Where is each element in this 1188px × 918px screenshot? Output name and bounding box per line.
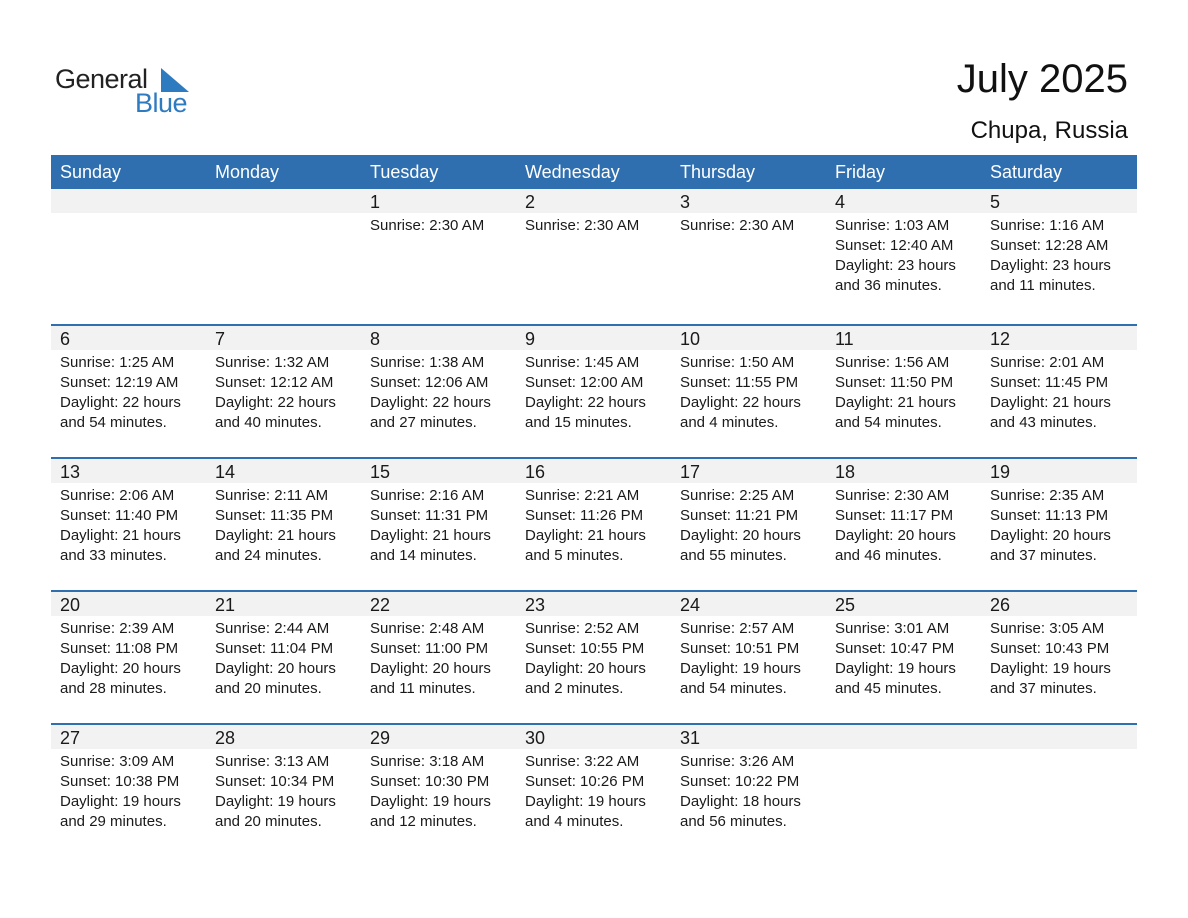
- sunrise-text: Sunrise: 3:05 AM: [990, 620, 1105, 637]
- weekday-wednesday: Wednesday: [525, 162, 620, 182]
- day-number: 7: [215, 329, 226, 349]
- daylight-hours-text: Daylight: 22 hours: [370, 394, 491, 411]
- sunset-text: Sunset: 11:17 PM: [835, 507, 954, 524]
- sunrise-text: Sunrise: 1:56 AM: [835, 354, 950, 371]
- day-cell: [671, 326, 826, 433]
- day-cell: [826, 326, 981, 433]
- sunset-text: Sunset: 11:00 PM: [370, 640, 489, 657]
- location-subtitle: Chupa, Russia: [970, 117, 1128, 144]
- daylight-hours-text: Daylight: 19 hours: [525, 793, 646, 810]
- sunrise-text: Sunrise: 2:01 AM: [990, 354, 1105, 371]
- day-cell: [516, 189, 671, 296]
- sun-info: [680, 619, 826, 699]
- day-number: 11: [835, 329, 854, 349]
- sunset-text: Sunset: 10:55 PM: [525, 640, 645, 657]
- sun-info: [990, 486, 1136, 566]
- day-number: 17: [680, 462, 701, 482]
- sunrise-text: Sunrise: 2:30 AM: [525, 217, 640, 234]
- daylight-minutes-text: and 20 minutes.: [215, 813, 322, 830]
- sun-info: [525, 619, 671, 699]
- empty-day-cell: [826, 725, 981, 832]
- day-number: 20: [60, 595, 81, 615]
- sunset-text: Sunset: 11:50 PM: [835, 374, 954, 391]
- daylight-hours-text: Daylight: 21 hours: [60, 527, 181, 544]
- calendar-weeks: [51, 189, 1137, 856]
- weekday-sunday: Sunday: [60, 162, 122, 182]
- sunrise-text: Sunrise: 1:16 AM: [990, 217, 1105, 234]
- sunrise-text: Sunrise: 2:35 AM: [990, 487, 1105, 504]
- week-days: [51, 326, 1137, 433]
- sun-info: [525, 752, 671, 832]
- week-row: [51, 723, 1137, 856]
- sunrise-text: Sunrise: 1:38 AM: [370, 354, 485, 371]
- day-number: 15: [370, 462, 391, 482]
- sun-info: [680, 486, 826, 566]
- daylight-minutes-text: and 15 minutes.: [525, 414, 632, 431]
- day-number: 18: [835, 462, 856, 482]
- daylight-hours-text: Daylight: 22 hours: [525, 394, 646, 411]
- daylight-hours-text: Daylight: 20 hours: [680, 527, 801, 544]
- daylight-minutes-text: and 11 minutes.: [370, 680, 476, 697]
- sunset-text: Sunset: 12:00 AM: [525, 374, 644, 391]
- day-cell: [51, 725, 206, 832]
- day-number: 5: [990, 192, 1001, 212]
- sunset-text: Sunset: 11:04 PM: [215, 640, 334, 657]
- sunset-text: Sunset: 11:31 PM: [370, 507, 489, 524]
- sunset-text: Sunset: 11:45 PM: [990, 374, 1109, 391]
- week-row: [51, 590, 1137, 723]
- sun-info: [370, 353, 516, 433]
- daylight-hours-text: Daylight: 21 hours: [370, 527, 491, 544]
- week-days: [51, 459, 1137, 566]
- sunrise-text: Sunrise: 2:48 AM: [370, 620, 485, 637]
- weekday-monday: Monday: [215, 162, 280, 182]
- daylight-minutes-text: and 4 minutes.: [680, 414, 779, 431]
- day-cell: [981, 189, 1136, 296]
- day-cell: [206, 326, 361, 433]
- calendar: [51, 155, 1137, 856]
- daylight-minutes-text: and 11 minutes.: [990, 277, 1096, 294]
- daylight-hours-text: Daylight: 20 hours: [525, 660, 646, 677]
- daylight-minutes-text: and 37 minutes.: [990, 547, 1097, 564]
- sun-info: [370, 752, 516, 832]
- sunset-text: Sunset: 10:38 PM: [60, 773, 180, 790]
- weekday-thursday: Thursday: [680, 162, 756, 182]
- day-number: 25: [835, 595, 856, 615]
- day-cell: [361, 725, 516, 832]
- empty-day-cell: [206, 189, 361, 296]
- sunset-text: Sunset: 11:55 PM: [680, 374, 799, 391]
- sun-info: [60, 353, 206, 433]
- daylight-hours-text: Daylight: 19 hours: [370, 793, 491, 810]
- sun-info: [60, 752, 206, 832]
- sunrise-text: Sunrise: 3:18 AM: [370, 753, 485, 770]
- sun-info: [370, 216, 516, 236]
- daylight-minutes-text: and 24 minutes.: [215, 547, 322, 564]
- daylight-minutes-text: and 28 minutes.: [60, 680, 167, 697]
- sun-info: [835, 216, 981, 296]
- daylight-minutes-text: and 33 minutes.: [60, 547, 167, 564]
- sunrise-text: Sunrise: 1:50 AM: [680, 354, 795, 371]
- daylight-hours-text: Daylight: 20 hours: [370, 660, 491, 677]
- sunrise-text: Sunrise: 3:26 AM: [680, 753, 795, 770]
- day-number: 31: [680, 728, 701, 748]
- day-cell: [51, 459, 206, 566]
- sunrise-text: Sunrise: 1:32 AM: [215, 354, 330, 371]
- day-number: 21: [215, 595, 236, 615]
- daylight-hours-text: Daylight: 22 hours: [60, 394, 181, 411]
- sunset-text: Sunset: 11:26 PM: [525, 507, 644, 524]
- sunrise-text: Sunrise: 1:45 AM: [525, 354, 640, 371]
- daylight-minutes-text: and 29 minutes.: [60, 813, 167, 830]
- day-cell: [826, 459, 981, 566]
- sun-info: [525, 353, 671, 433]
- sunrise-text: Sunrise: 3:09 AM: [60, 753, 175, 770]
- daylight-hours-text: Daylight: 22 hours: [215, 394, 336, 411]
- sunset-text: Sunset: 10:22 PM: [680, 773, 800, 790]
- sunrise-text: Sunrise: 2:06 AM: [60, 487, 175, 504]
- sunset-text: Sunset: 12:12 AM: [215, 374, 334, 391]
- daylight-minutes-text: and 2 minutes.: [525, 680, 624, 697]
- sunrise-text: Sunrise: 2:52 AM: [525, 620, 640, 637]
- day-number: [60, 189, 206, 213]
- daylight-minutes-text: and 36 minutes.: [835, 277, 942, 294]
- daylight-hours-text: Daylight: 21 hours: [215, 527, 336, 544]
- sunset-text: Sunset: 11:21 PM: [680, 507, 799, 524]
- sun-info: [680, 353, 826, 433]
- sunrise-text: Sunrise: 3:01 AM: [835, 620, 950, 637]
- day-cell: [826, 592, 981, 699]
- sunrise-text: Sunrise: 2:30 AM: [370, 217, 485, 234]
- sunset-text: Sunset: 12:19 AM: [60, 374, 179, 391]
- day-number: 4: [835, 192, 846, 212]
- day-cell: [361, 326, 516, 433]
- daylight-minutes-text: and 45 minutes.: [835, 680, 942, 697]
- sun-info: [525, 486, 671, 566]
- day-cell: [361, 189, 516, 296]
- day-number: 10: [680, 329, 701, 349]
- day-cell: [516, 459, 671, 566]
- sunset-text: Sunset: 10:43 PM: [990, 640, 1110, 657]
- sunrise-text: Sunrise: 1:03 AM: [835, 217, 950, 234]
- daylight-hours-text: Daylight: 21 hours: [990, 394, 1111, 411]
- sun-info: [835, 486, 981, 566]
- sun-info: [370, 486, 516, 566]
- day-number: 8: [370, 329, 381, 349]
- sun-info: [60, 619, 206, 699]
- day-cell: [671, 459, 826, 566]
- empty-day-cell: [981, 725, 1136, 832]
- daylight-minutes-text: and 55 minutes.: [680, 547, 787, 564]
- sun-info: [680, 216, 826, 236]
- day-number: [990, 725, 1136, 749]
- sun-info: [215, 752, 361, 832]
- day-cell: [206, 592, 361, 699]
- day-number: 26: [990, 595, 1011, 615]
- daylight-minutes-text: and 14 minutes.: [370, 547, 477, 564]
- sunset-text: Sunset: 10:26 PM: [525, 773, 645, 790]
- sunrise-text: Sunrise: 1:25 AM: [60, 354, 175, 371]
- sunrise-text: Sunrise: 2:39 AM: [60, 620, 175, 637]
- day-cell: [981, 459, 1136, 566]
- daylight-minutes-text: and 5 minutes.: [525, 547, 624, 564]
- sun-info: [60, 486, 206, 566]
- sunset-text: Sunset: 12:40 AM: [835, 237, 954, 254]
- sun-info: [215, 486, 361, 566]
- daylight-minutes-text: and 37 minutes.: [990, 680, 1097, 697]
- day-cell: [981, 326, 1136, 433]
- weekday-header: [51, 155, 1137, 189]
- daylight-hours-text: Daylight: 20 hours: [60, 660, 181, 677]
- day-number: 3: [680, 192, 691, 212]
- day-cell: [206, 459, 361, 566]
- day-cell: [51, 326, 206, 433]
- daylight-minutes-text: and 54 minutes.: [680, 680, 787, 697]
- day-number: 16: [525, 462, 546, 482]
- day-number: 22: [370, 595, 391, 615]
- sun-info: [370, 619, 516, 699]
- sunrise-text: Sunrise: 2:25 AM: [680, 487, 795, 504]
- daylight-hours-text: Daylight: 20 hours: [990, 527, 1111, 544]
- sunset-text: Sunset: 11:40 PM: [60, 507, 179, 524]
- daylight-hours-text: Daylight: 22 hours: [680, 394, 801, 411]
- day-cell: [516, 725, 671, 832]
- sun-info: [990, 619, 1136, 699]
- brand-logo: [55, 62, 205, 122]
- day-number: 13: [60, 462, 81, 482]
- sunrise-text: Sunrise: 2:44 AM: [215, 620, 330, 637]
- sun-info: [990, 216, 1136, 296]
- empty-day-cell: [51, 189, 206, 296]
- sun-info: [525, 216, 671, 236]
- sunset-text: Sunset: 10:34 PM: [215, 773, 335, 790]
- day-number: [215, 189, 361, 213]
- day-number: 14: [215, 462, 236, 482]
- day-number: 6: [60, 329, 71, 349]
- daylight-minutes-text: and 12 minutes.: [370, 813, 477, 830]
- sunrise-text: Sunrise: 3:22 AM: [525, 753, 640, 770]
- daylight-minutes-text: and 54 minutes.: [835, 414, 942, 431]
- day-number: [835, 725, 981, 749]
- daylight-hours-text: Daylight: 18 hours: [680, 793, 801, 810]
- week-row: [51, 457, 1137, 590]
- day-cell: [671, 189, 826, 296]
- sun-info: [990, 353, 1136, 433]
- weekday-saturday: Saturday: [990, 162, 1063, 182]
- week-days: [51, 725, 1137, 832]
- sunset-text: Sunset: 10:30 PM: [370, 773, 490, 790]
- day-number: 28: [215, 728, 236, 748]
- daylight-hours-text: Daylight: 20 hours: [215, 660, 336, 677]
- sunset-text: Sunset: 10:47 PM: [835, 640, 955, 657]
- day-cell: [206, 725, 361, 832]
- sunset-text: Sunset: 12:06 AM: [370, 374, 489, 391]
- daylight-minutes-text: and 4 minutes.: [525, 813, 624, 830]
- day-cell: [671, 725, 826, 832]
- weekday-tuesday: Tuesday: [370, 162, 439, 182]
- sun-info: [835, 619, 981, 699]
- daylight-hours-text: Daylight: 19 hours: [60, 793, 181, 810]
- daylight-minutes-text: and 27 minutes.: [370, 414, 477, 431]
- sunrise-text: Sunrise: 3:13 AM: [215, 753, 330, 770]
- week-row: [51, 324, 1137, 457]
- daylight-hours-text: Daylight: 19 hours: [215, 793, 336, 810]
- daylight-minutes-text: and 40 minutes.: [215, 414, 322, 431]
- daylight-hours-text: Daylight: 21 hours: [525, 527, 646, 544]
- day-number: 27: [60, 728, 81, 748]
- sunrise-text: Sunrise: 2:30 AM: [680, 217, 795, 234]
- day-number: 23: [525, 595, 546, 615]
- daylight-minutes-text: and 46 minutes.: [835, 547, 942, 564]
- page-title: July 2025: [956, 57, 1128, 101]
- day-cell: [361, 592, 516, 699]
- sunrise-text: Sunrise: 2:30 AM: [835, 487, 950, 504]
- daylight-hours-text: Daylight: 19 hours: [680, 660, 801, 677]
- daylight-hours-text: Daylight: 21 hours: [835, 394, 956, 411]
- daylight-hours-text: Daylight: 19 hours: [835, 660, 956, 677]
- day-cell: [516, 326, 671, 433]
- day-number: 2: [525, 192, 536, 212]
- day-number: 29: [370, 728, 391, 748]
- day-cell: [516, 592, 671, 699]
- sunset-text: Sunset: 11:35 PM: [215, 507, 334, 524]
- sunset-text: Sunset: 11:08 PM: [60, 640, 179, 657]
- sunset-text: Sunset: 12:28 AM: [990, 237, 1109, 254]
- sunrise-text: Sunrise: 2:57 AM: [680, 620, 795, 637]
- logo-text-blue: Blue: [135, 88, 188, 118]
- daylight-hours-text: Daylight: 19 hours: [990, 660, 1111, 677]
- daylight-hours-text: Daylight: 20 hours: [835, 527, 956, 544]
- sun-info: [835, 353, 981, 433]
- day-cell: [51, 592, 206, 699]
- day-number: 24: [680, 595, 701, 615]
- day-number: 9: [525, 329, 536, 349]
- sunrise-text: Sunrise: 2:16 AM: [370, 487, 485, 504]
- daylight-hours-text: Daylight: 23 hours: [835, 257, 956, 274]
- daylight-hours-text: Daylight: 23 hours: [990, 257, 1111, 274]
- day-number: 1: [370, 192, 381, 212]
- sunset-text: Sunset: 11:13 PM: [990, 507, 1109, 524]
- day-number: 30: [525, 728, 546, 748]
- sunset-text: Sunset: 10:51 PM: [680, 640, 800, 657]
- logo-text-general: General: [55, 64, 148, 94]
- sun-info: [215, 353, 361, 433]
- day-cell: [361, 459, 516, 566]
- sun-info: [680, 752, 826, 832]
- sun-info: [215, 619, 361, 699]
- day-cell: [671, 592, 826, 699]
- sunrise-text: Sunrise: 2:21 AM: [525, 487, 640, 504]
- day-number: 12: [990, 329, 1011, 349]
- week-row: [51, 189, 1137, 324]
- daylight-minutes-text: and 20 minutes.: [215, 680, 322, 697]
- week-days: [51, 189, 1137, 296]
- week-days: [51, 592, 1137, 699]
- weekday-friday: Friday: [835, 162, 886, 182]
- sunrise-text: Sunrise: 2:11 AM: [215, 487, 329, 504]
- day-cell: [826, 189, 981, 296]
- daylight-minutes-text: and 43 minutes.: [990, 414, 1097, 431]
- day-cell: [981, 592, 1136, 699]
- day-number: 19: [990, 462, 1011, 482]
- daylight-minutes-text: and 56 minutes.: [680, 813, 787, 830]
- daylight-minutes-text: and 54 minutes.: [60, 414, 167, 431]
